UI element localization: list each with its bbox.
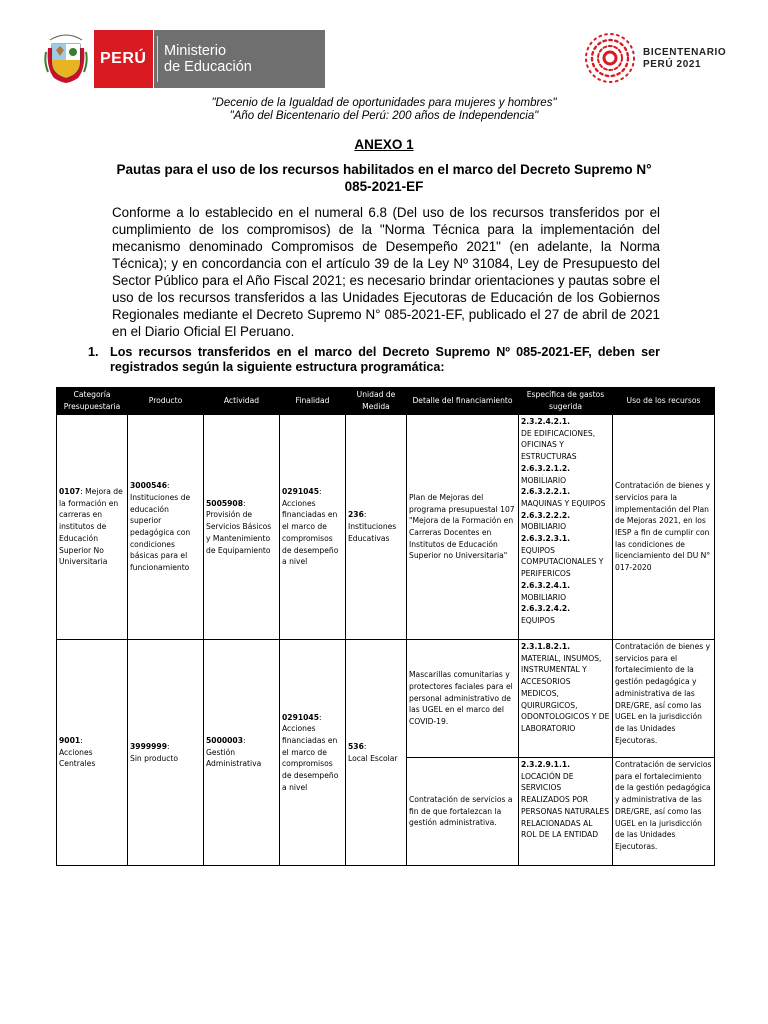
especifica-item <box>521 486 610 509</box>
especifica-item <box>521 533 610 580</box>
finalidad-desc: Acciones financiadas en el marco de compromisos de desempeño a nivel <box>282 498 339 567</box>
categoria-desc: Acciones Centrales <box>59 747 96 769</box>
cell-unidad: 536: Local Escolar <box>346 640 407 866</box>
cell-especifica <box>519 640 613 758</box>
especifica-item <box>521 463 610 486</box>
list-item-text: Los recursos transferidos en el marco del Decreto Supremo Nº 085-2021-EF, deben ser registrados según la siguiente estructura programática: <box>110 345 660 374</box>
especifica-code: 2.6.3.2.2.2. <box>521 510 571 520</box>
cell-especifica <box>519 415 613 640</box>
cell-finalidad: 0291045: Acciones financiadas en el marco de compromisos de desempeño a nivel <box>280 640 346 866</box>
especifica-desc: MAQUINAS Y EQUIPOS <box>521 498 606 508</box>
cell-uso <box>613 758 715 866</box>
especifica-desc: EQUIPOS <box>521 615 555 625</box>
actividad-desc: Provisión de Servicios Básicos y Mantenimiento de Equipamiento <box>206 510 272 555</box>
cell-detalle <box>407 640 519 758</box>
ministry-logo <box>154 30 325 88</box>
table-row <box>57 640 715 758</box>
actividad-code: 5005908 <box>206 498 243 508</box>
cell-unidad: 236: Instituciones Educativas <box>346 415 407 640</box>
unidad-desc: Local Escolar <box>348 753 398 763</box>
cell-especifica <box>519 758 613 866</box>
producto-code: 3999999 <box>130 741 167 751</box>
especifica-code: 2.6.3.2.2.1. <box>521 487 571 497</box>
especifica-code: 2.6.3.2.3.1. <box>521 534 571 544</box>
decade-motto: "Decenio de la Igualdad de oportunidades para mujeres y hombres" <box>211 97 557 109</box>
cell-uso <box>613 640 715 758</box>
especifica-desc: MOBILIARIO <box>521 592 567 602</box>
col-header-detalle: Detalle del financiamiento <box>407 388 519 415</box>
especifica-code: 2.6.3.2.4.1. <box>521 580 571 590</box>
especifica-desc: MOBILIARIO <box>521 522 567 532</box>
year-motto: "Año del Bicentenario del Perú: 200 años de Independencia" <box>229 110 539 122</box>
cell-actividad: 5005908: Provisión de Servicios Básicos y Mantenimiento de Equipamiento <box>204 415 280 640</box>
especifica-item <box>521 603 610 626</box>
especifica-desc: EQUIPOS COMPUTACIONALES Y PERIFERICOS <box>521 545 604 579</box>
col-header-unidad: Unidad de Medida <box>346 388 407 415</box>
intro-paragraph: Conforme a lo establecido en el numeral 6.8 (Del uso de los recursos transferidos por el cumplimiento de los compromisos) de la "Norma Técnica para la implementación del mecanismo denominado Compromisos de Desempeño 2021" (en adelante, la Norma Técnica); y en concordancia con el artículo 39 de la Ley Nº 31084, Ley de Presupuesto del Sector Público para el Año Fiscal 2021; es necesario brindar orientaciones y pautas sobre el uso de los recursos transferidos a las Unidades Ejecutoras de Educación de los Gobiernos Regionales mediante el Decreto Supremo N° 085-2021-EF, publicado el 27 de abril de 2021 en el Diario Oficial El Peruano. <box>112 205 660 339</box>
especifica-code: 2.3.1.8.2.1. <box>521 642 571 651</box>
detalle-text: Mascarillas comunitarias y protectores faciales para el personal administrativo de las UGEL en el marco del COVID-19. <box>409 670 513 727</box>
cell-actividad: 5000003: Gestión Administrativa <box>204 640 280 866</box>
finalidad-code: 0291045 <box>282 712 319 722</box>
cell-producto: 3000546: Instituciones de educación superior pedagógica con condiciones básicas para el funcionamiento <box>128 415 204 640</box>
col-header-categoria: Categoría Presupuestaria <box>57 388 128 415</box>
peru-coat-of-arms-icon <box>44 32 88 84</box>
especifica-desc: MATERIAL, INSUMOS, INSTRUMENTAL Y ACCESORIOS MEDICOS, QUIRURGICOS, ODONTOLOGICOS Y DE LABORATORIO <box>521 653 610 733</box>
col-header-especifica: Específica de gastos sugerida <box>519 388 613 415</box>
cell-uso <box>613 415 715 640</box>
programmatic-structure-table <box>56 387 715 866</box>
cell-categoria: 9001: Acciones Centrales <box>57 640 128 866</box>
table-header-row <box>57 388 715 415</box>
table-row <box>57 415 715 640</box>
unidad-code: 236 <box>348 510 364 520</box>
finalidad-code: 0291045 <box>282 487 319 497</box>
categoria-code: 0107 <box>59 487 81 497</box>
especifica-code: 2.6.3.2.4.2. <box>521 604 571 614</box>
cell-producto: 3999999: Sin producto <box>128 640 204 866</box>
bicentenario-year-label: PERÚ 2021 <box>643 59 702 70</box>
unidad-code: 536 <box>348 741 364 751</box>
col-header-finalidad: Finalidad <box>280 388 346 415</box>
especifica-code: 2.3.2.4.2.1. <box>521 417 571 426</box>
uso-text: Contratación de bienes y servicios para la implementación del Plan de Mejoras 2021, en los IESP a fin de cumplir con las condiciones de licenciamiento del DU N° 017-2020 <box>615 481 711 573</box>
finalidad-desc: Acciones financiadas en el marco de compromisos de desempeño a nivel <box>282 724 339 792</box>
detalle-text: Contratación de servicios a fin de que fortalezcan la gestión administrativa. <box>409 794 513 828</box>
especifica-item <box>521 510 610 533</box>
bicentenario-sun-icon <box>584 32 636 84</box>
especifica-desc: MOBILIARIO <box>521 475 567 485</box>
cell-categoria: 0107: Mejora de la formación en carreras en institutos de Educación Superior No Universitaria <box>57 415 128 640</box>
especifica-code: 2.6.3.2.1.2. <box>521 463 571 473</box>
especifica-item <box>521 580 610 603</box>
bicentenario-label: BICENTENARIO <box>643 47 727 58</box>
especifica-item <box>521 416 610 463</box>
ministry-logo-divider <box>157 36 158 82</box>
producto-desc: Instituciones de educación superior pedagógica con condiciones básicas para el funcionamiento <box>130 492 191 573</box>
categoria-desc: Mejora de la formación en carreras en institutos de Educación Superior No Universitaria <box>59 487 123 567</box>
actividad-code: 5000003 <box>206 735 243 745</box>
document-title: Pautas para el uso de los recursos habilitados en el marco del Decreto Supremo N° 085-2021-EF <box>116 162 652 194</box>
col-header-uso: Uso de los recursos <box>613 388 715 415</box>
ministry-name-line1: Ministerio <box>164 43 227 59</box>
peru-brand-label: PERÚ <box>100 50 147 67</box>
especifica-desc: LOCACIÓN DE SERVICIOS REALIZADOS POR PERSONAS NATURALES RELACIONADAS AL ROL DE LA ENTIDAD <box>521 771 610 840</box>
producto-desc: Sin producto <box>130 753 179 763</box>
producto-code: 3000546 <box>130 481 167 491</box>
cell-detalle <box>407 415 519 640</box>
detalle-text: Plan de Mejoras del programa presupuestal 107 "Mejora de la Formación en Carreras Docentes en Institutos de Educación Superior no Universitaria" <box>409 492 515 561</box>
col-header-producto: Producto <box>128 388 204 415</box>
uso-text: Contratación de servicios para el fortalecimiento de la gestión pedagógica y administrativa de las DRE/GRE, así como las UGEL en la jurisdicción de las Unidades Ejecutoras. <box>615 760 712 851</box>
col-header-actividad: Actividad <box>204 388 280 415</box>
especifica-code: 2.3.2.9.1.1. <box>521 760 571 769</box>
list-item-number: 1. <box>88 345 99 359</box>
ministry-name-line2: de Educación <box>164 59 252 75</box>
uso-text: Contratación de bienes y servicios para el fortalecimiento de la gestión pedagógica y administrativa de las DRE/GRE, así como las UGEL en la jurisdicción de las Unidades Ejecutoras. <box>615 642 711 745</box>
cell-detalle <box>407 758 519 866</box>
cell-finalidad: 0291045: Acciones financiadas en el marco de compromisos de desempeño a nivel <box>280 415 346 640</box>
actividad-desc: Gestión Administrativa <box>206 747 262 769</box>
categoria-code: 9001 <box>59 735 81 745</box>
peru-brand-logo <box>94 30 153 88</box>
unidad-desc: Instituciones Educativas <box>348 522 397 543</box>
especifica-desc: DE EDIFICACIONES, OFICINAS Y ESTRUCTURAS <box>521 428 596 462</box>
annex-heading: ANEXO 1 <box>354 137 414 152</box>
